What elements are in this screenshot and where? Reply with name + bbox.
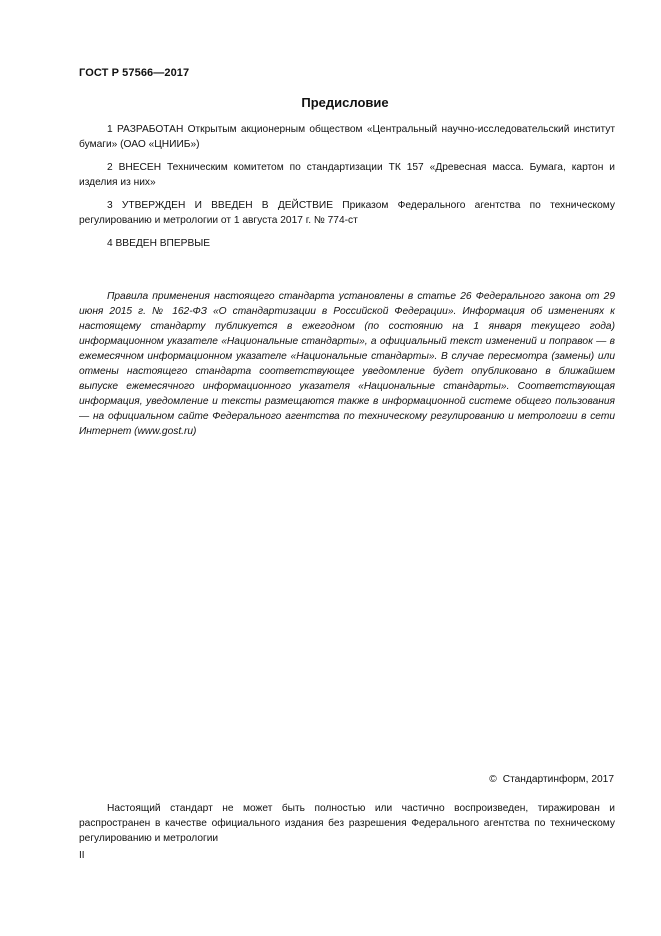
preface-item-3: 3 УТВЕРЖДЕН И ВВЕДЕН В ДЕЙСТВИЕ Приказом Федерального агентства по техническому регулированию и метрологии от 1 августа 2017 г. № 774-ст	[79, 200, 615, 226]
copyright-line	[489, 774, 614, 785]
document-code: ГОСТ Р 57566—2017	[79, 67, 190, 79]
preface-item-2: 2 ВНЕСЕН Техническим комитетом по стандартизации ТК 157 «Древесная масса. Бумага, картон и изделия из них»	[79, 162, 615, 188]
reproduction-notice: Настоящий стандарт не может быть полностью или частично воспроизведен, тиражирован и распространен в качестве официального издания без разрешения Федерального агентства по техническому регулированию и метрологии	[79, 803, 615, 844]
copyright-text: Стандартинформ, 2017	[502, 774, 614, 785]
page-number: II	[79, 850, 85, 861]
page-title: Предисловие	[301, 95, 389, 110]
copyright-symbol: ©	[489, 774, 497, 785]
preface-item-4: 4 ВВЕДЕН ВПЕРВЫЕ	[107, 238, 211, 249]
application-rules-note: Правила применения настоящего стандарта установлены в статье 26 Федерального закона от 29 июня 2015 г. № 162-ФЗ «О стандартизации в Российской Федерации». Информация об изменениях к настоящему стандарту публикуется в ежегодном (по состоянию на 1 января текущего года) информационном указателе «Национальные стандарты», а официальный текст изменений и поправок — в ежемесячном информационном указателе «Национальные стандарты». В случае пересмотра (замены) или отмены настоящего стандарта соответствующее уведомление будет опубликовано в ближайшем выпуске ежемесячного информационного указателя «Национальные стандарты». Соответствующая информация, уведомление и тексты размещаются также в информационной системе общего пользования — на официальном сайте Федерального агентства по техническому регулированию и метрологии в сети Интернет (www.gost.ru)	[79, 291, 615, 437]
preface-item-1: 1 РАЗРАБОТАН Открытым акционерным обществом «Центральный научно-исследовательский институт бумаги» (ОАО «ЦНИИБ»)	[79, 124, 615, 150]
